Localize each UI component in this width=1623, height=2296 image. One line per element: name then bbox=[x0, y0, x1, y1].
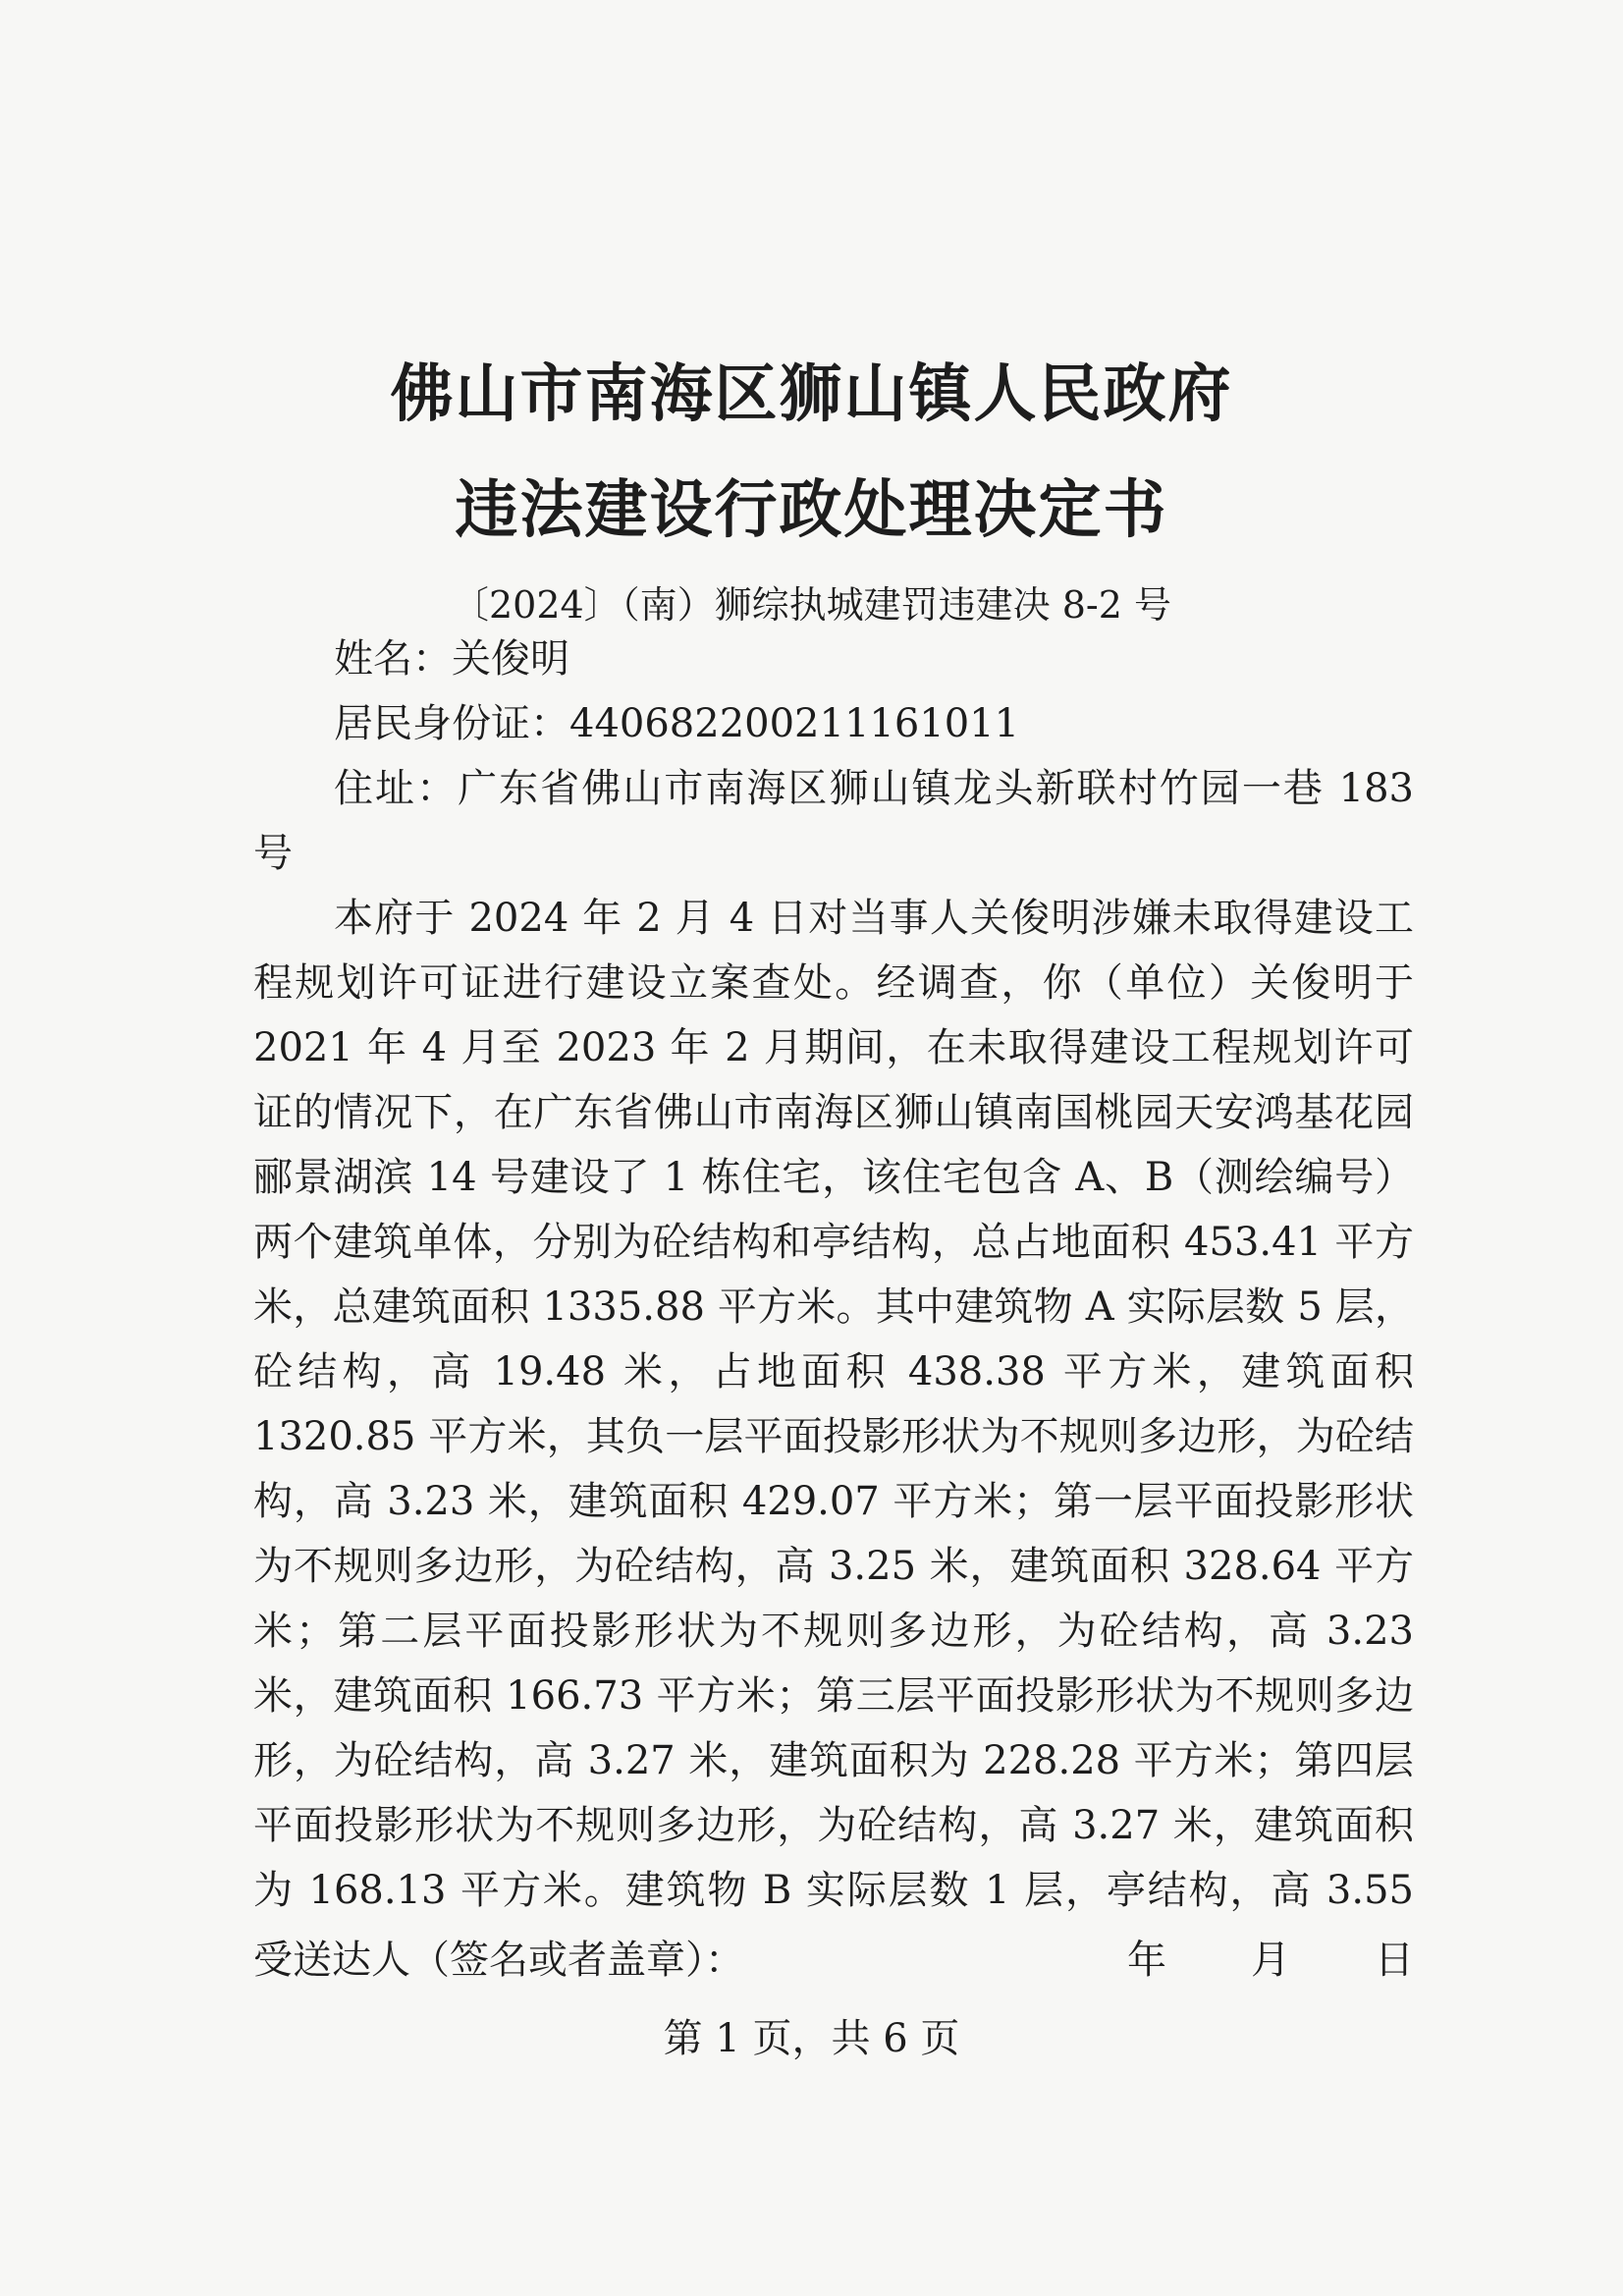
signature-date bbox=[1127, 1933, 1414, 1988]
recipient-signature-label: 受送达人（签名或者盖章）： bbox=[253, 1938, 744, 1983]
party-name: 姓名：关俊明 bbox=[334, 636, 569, 682]
document-title-issuer: 佛山市南海区狮山镇人民政府 bbox=[390, 358, 1233, 431]
party-address: 住址：广东省佛山市南海区狮山镇龙头新联村竹园一巷 183 号 bbox=[253, 766, 1414, 876]
document-number: 〔2024〕（南）狮综执城建罚违建决 8-2 号 bbox=[451, 583, 1172, 627]
date-day-label: 日 bbox=[1375, 1938, 1414, 1983]
date-year-label: 年 bbox=[1127, 1938, 1166, 1983]
page-number-footer: 第 1 页，共 6 页 bbox=[663, 2016, 960, 2061]
date-month-label: 月 bbox=[1251, 1938, 1290, 1983]
decision-body-paragraph: 本府于 2024 年 2 月 4 日对当事人关俊明涉嫌未取得建设工程规划许可证进行建设立案查处。经调查，你（单位）关俊明于 2021 年 4 月至 2023 年 2 月期间，在未取得建设工程规划许可证的情况下，在广东省佛山市南海区狮山镇南国桃园天安鸿基花园郦景湖滨 14 号建设了 1 栋住宅，该住宅包含 A、B（测绘编号）两个建筑单体，分别为砼结构和亭结构，总占地面积 453.41 平方米，总建筑面积 1335.88 平方米。其中建筑物 A 实际层数 5 层，砼结构，高 19.48 米，占地面积 438.38 平方米，建筑面积 1320.85 平方米，其负一层平面投影形状为不规则多边形，为砼结构，高 3.23 米，建筑面积 429.07 平方米；第一层平面投影形状为不规则多边形，为砼结构，高 3.25 米，建筑面积 328.64 平方米；第二层平面投影形状为不规则多边形，为砼结构，高 3.23 米，建筑面积 166.73 平方米；第三层平面投影形状为不规则多边形，为砼结构，高 3.27 米，建筑面积为 228.28 平方米；第四层平面投影形状为不规则多边形，为砼结构，高 3.27 米，建筑面积为 168.13 平方米。建筑物 B 实际层数 1 层，亭结构，高 3.55 bbox=[253, 896, 1414, 1913]
party-id-number: 居民身份证：440682200211161011 bbox=[334, 701, 1020, 746]
document-title-type: 违法建设行政处理决定书 bbox=[455, 474, 1168, 547]
